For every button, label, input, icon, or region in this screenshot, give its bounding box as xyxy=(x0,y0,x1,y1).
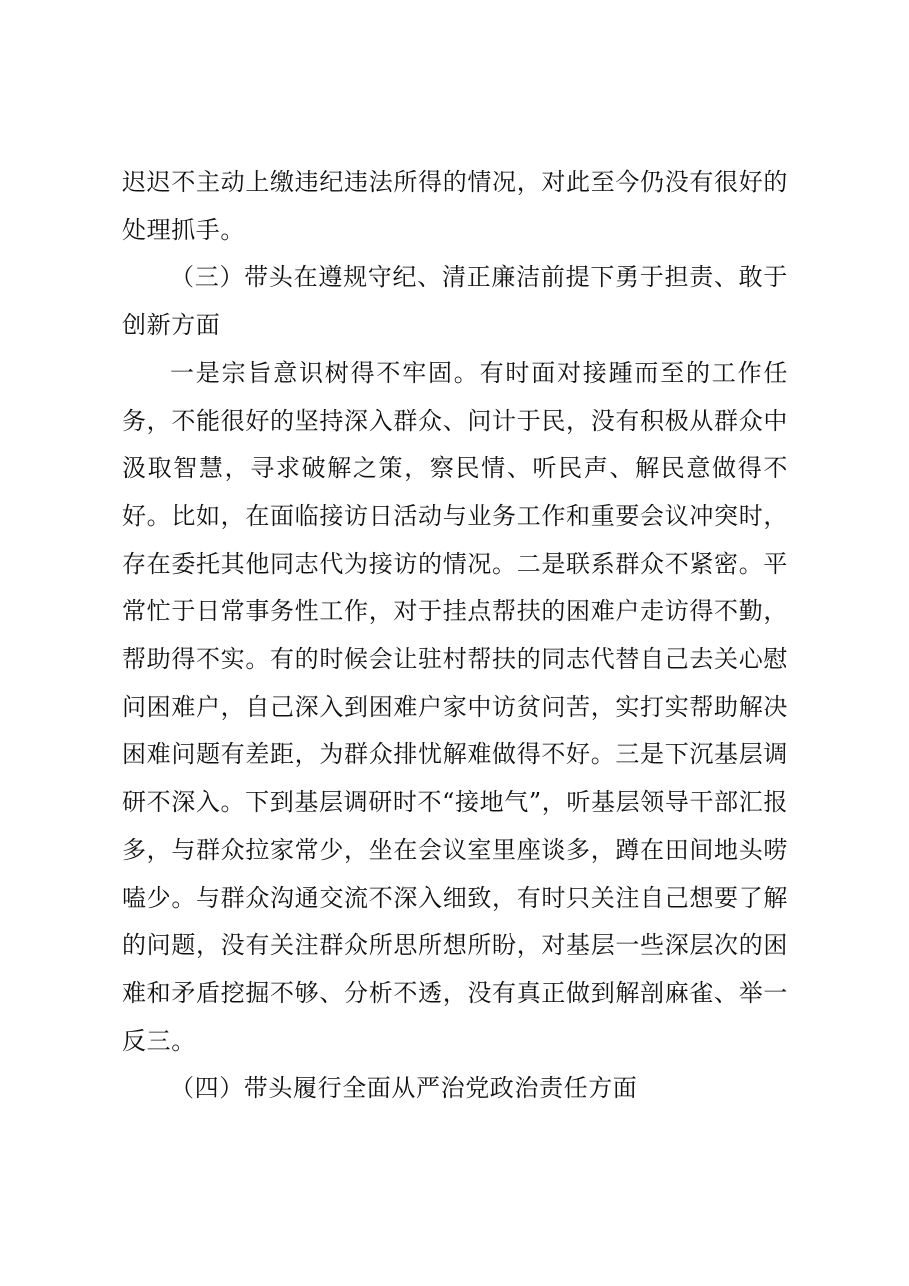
section-heading-3: （三）带头在遵规守纪、清正廉洁前提下勇于担责、敢于创新方面 xyxy=(122,263,788,340)
section-3-body-paragraph: 一是宗旨意识树得不牢固。有时面对接踵而至的工作任务，不能很好的坚持深入群众、问计于民，没有积极从群众中汲取智慧，寻求破解之策，察民情、听民声、解民意做得不好。比如，在面临接访日活动与业务工作和重要会议冲突时，存在委托其他同志代为接访的情况。二是联系群众不紧密。平常忙于日常事务性工作，对于挂点帮扶的困难户走访得不勤，帮助得不实。有的时候会让驻村帮扶的同志代替自己去关心慰问困难户，自己深入到困难户家中访贫问苦，实打实帮助解决困难问题有差距，为群众排忧解难做得不好。三是下沉基层调研不深入。下到基层调研时不“接地气”，听基层领导干部汇报多，与群众拉家常少，坐在会议室里座谈多，蹲在田间地头唠嗑少。与群众沟通交流不深入细致，有时只关注自己想要了解的问题，没有关注群众所思所想所盼，对基层一些深层次的困难和矛盾挖掘不够、分析不透，没有真正做到解剖麻雀、举一反三。 xyxy=(122,358,788,1055)
section-heading-4: （四）带头履行全面从严治党政治责任方面 xyxy=(170,1074,638,1103)
document-body xyxy=(122,159,788,1113)
continuation-paragraph: 迟迟不主动上缴违纪违法所得的情况，对此至今仍没有很好的处理抓手。 xyxy=(122,168,788,244)
